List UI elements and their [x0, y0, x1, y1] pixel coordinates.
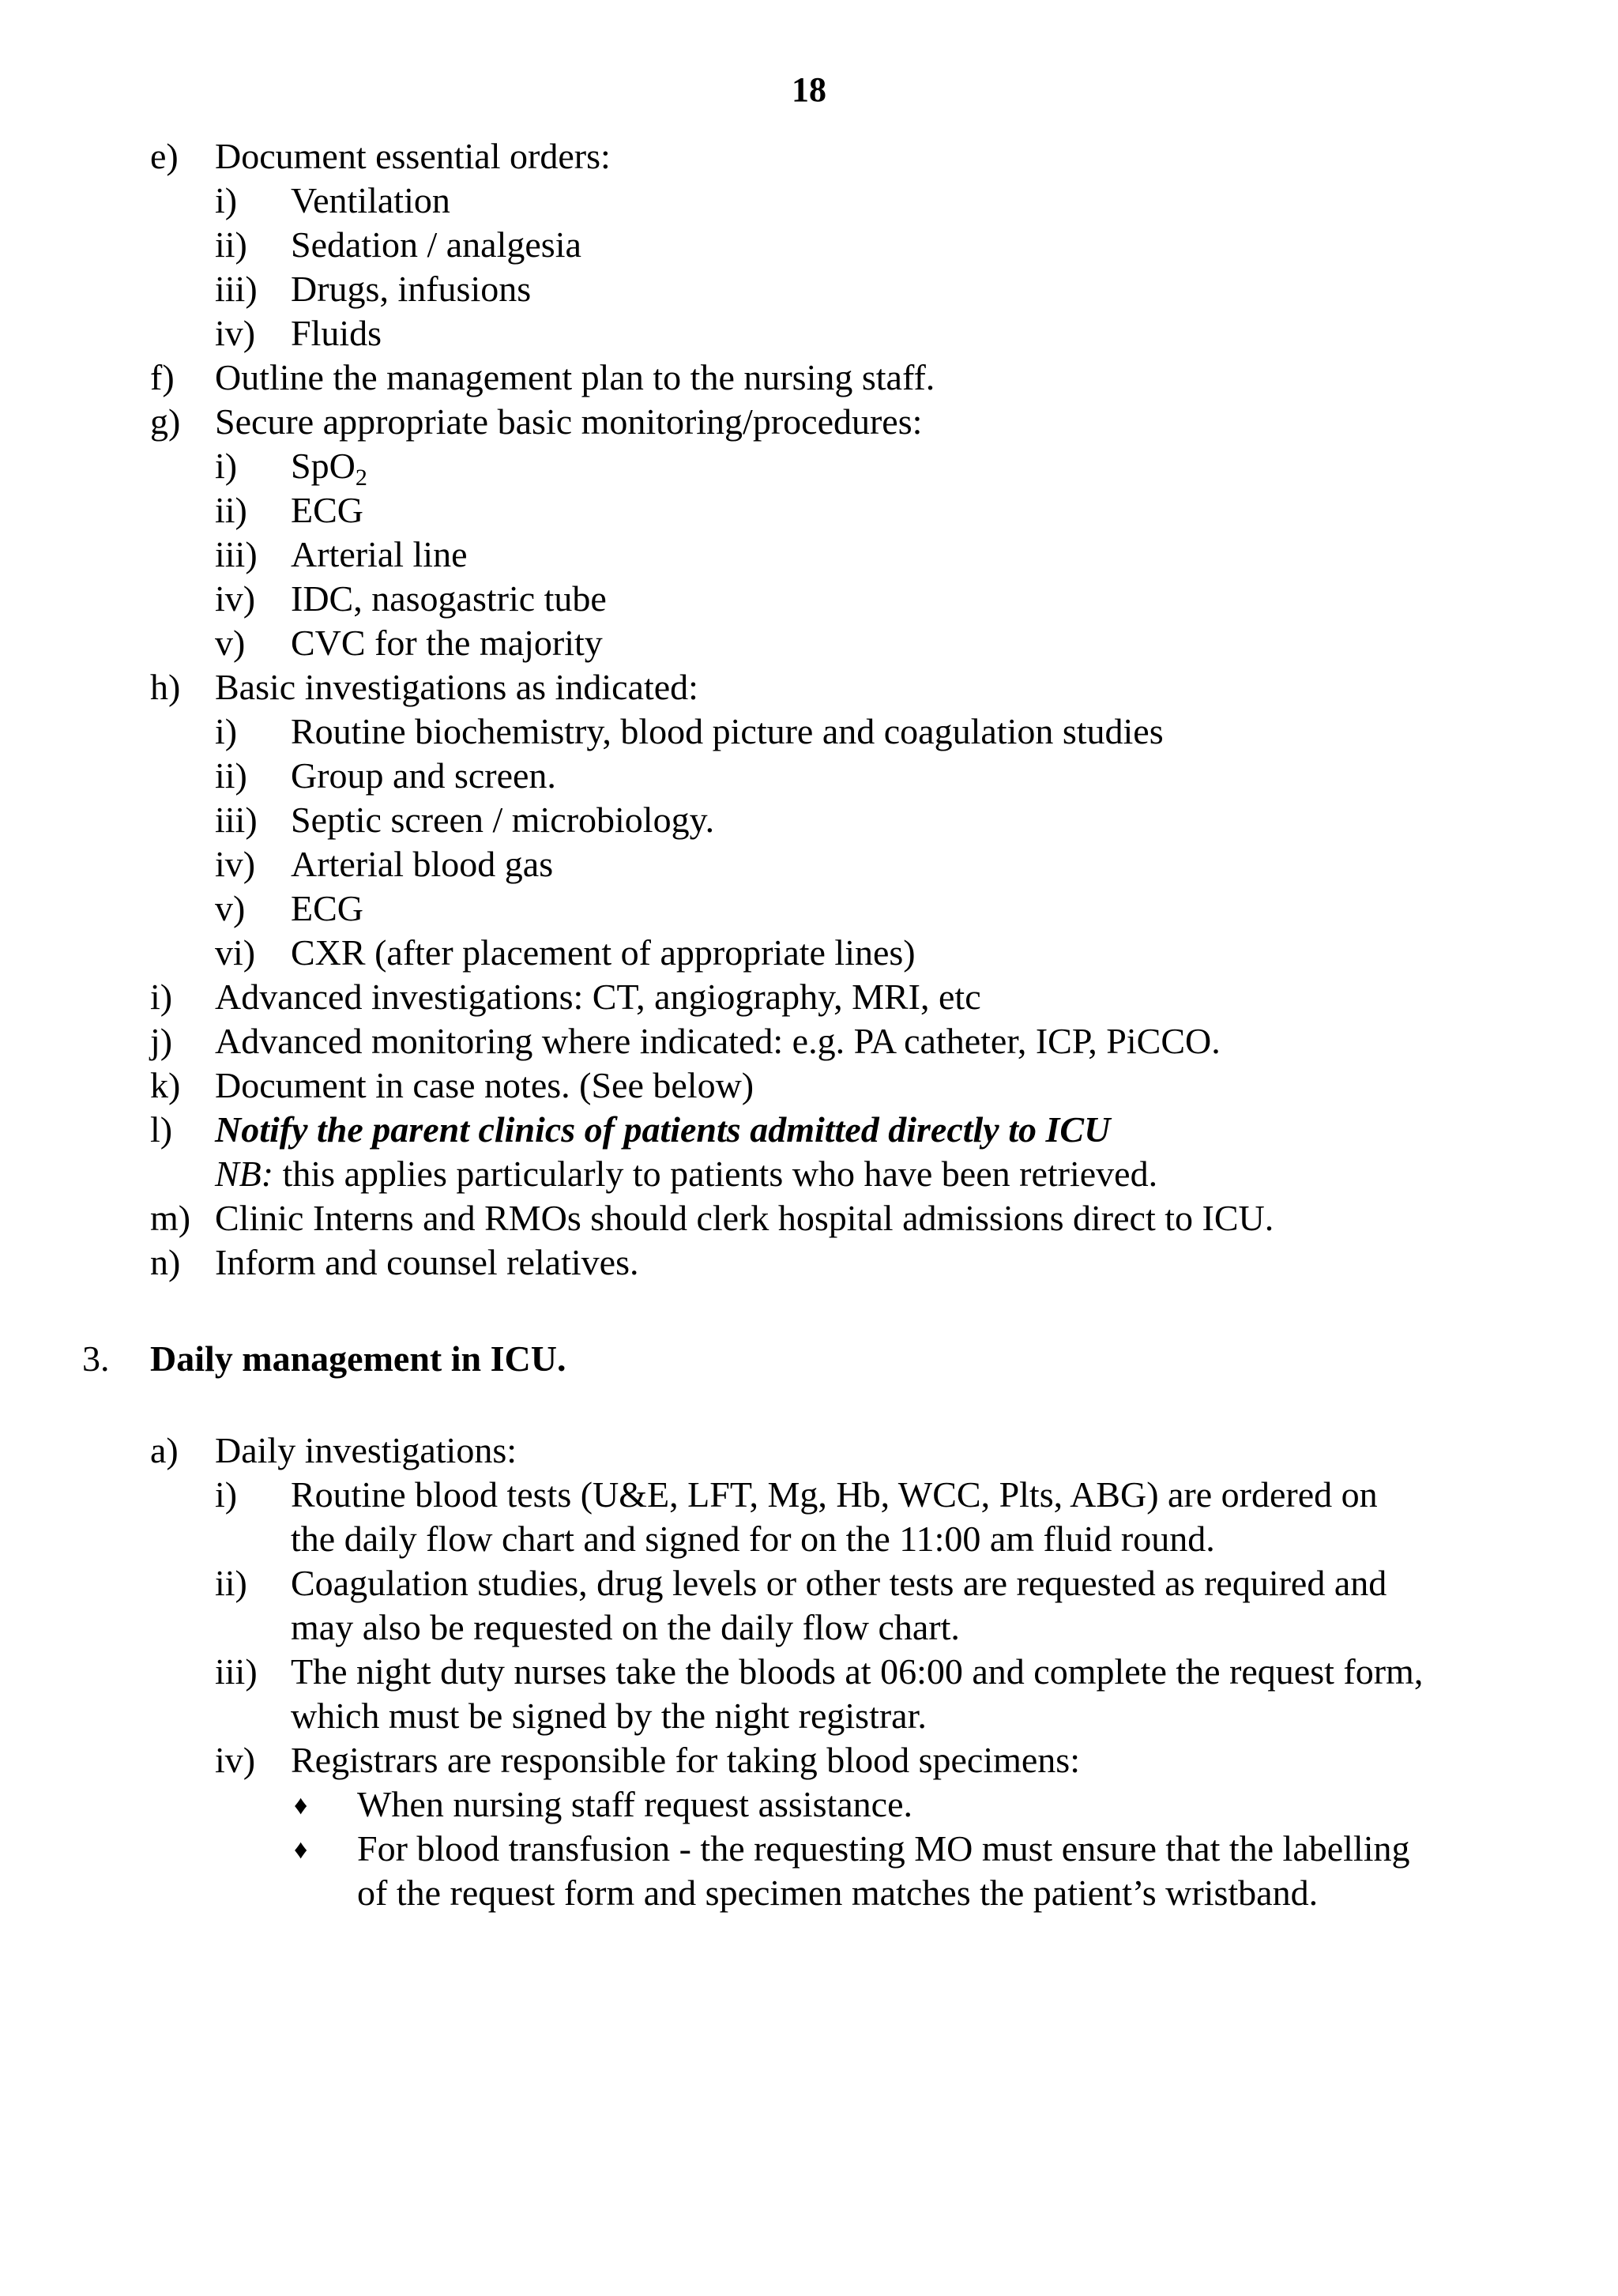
sub-label: iv)	[215, 313, 256, 353]
item-label: m)	[150, 1198, 191, 1238]
sub-label: iv)	[215, 578, 256, 619]
sub-label: iii)	[215, 269, 258, 309]
sub-label: ii)	[215, 755, 247, 796]
nb-line	[215, 1152, 1157, 1196]
item-label: f)	[150, 357, 175, 397]
sub-text: ECG	[291, 888, 363, 928]
nb-prefix: NB:	[215, 1154, 274, 1194]
sub-text: Coagulation studies, drug levels or other tests are requested as required and	[291, 1563, 1387, 1603]
item-text: Clinic Interns and RMOs should clerk hospital admissions direct to ICU.	[215, 1198, 1274, 1238]
bullet-text: For blood transfusion - the requesting MO must ensure that the labelling	[357, 1828, 1410, 1869]
sub-label: i)	[215, 1474, 238, 1515]
item-label: l)	[150, 1109, 173, 1150]
sub-text: Fluids	[291, 313, 382, 353]
sub-label: vi)	[215, 932, 256, 973]
item-label: e)	[150, 136, 179, 176]
sub-text: Registrars are responsible for taking blood specimens:	[291, 1740, 1080, 1780]
sub-label: v)	[215, 888, 246, 928]
sub-text: Drugs, infusions	[291, 269, 532, 309]
item-label: k)	[150, 1065, 181, 1105]
item-label: i)	[150, 977, 173, 1017]
sub-text: Arterial blood gas	[291, 844, 554, 884]
sub-text: which must be signed by the night registrar.	[291, 1696, 927, 1736]
sub-text: Routine biochemistry, blood picture and coagulation studies	[291, 711, 1164, 751]
section-title: Daily management in ICU.	[150, 1338, 566, 1379]
sub-label: iv)	[215, 844, 256, 884]
page-number: 18	[792, 70, 826, 109]
sub-label: ii)	[215, 490, 247, 530]
sub-label: ii)	[215, 224, 247, 265]
sub-text: Group and screen.	[291, 755, 556, 796]
item-text: Inform and counsel relatives.	[215, 1242, 639, 1282]
item-label: g)	[150, 401, 181, 442]
sub-label: iii)	[215, 800, 258, 840]
item-label: a)	[150, 1430, 179, 1470]
item-label: h)	[150, 667, 181, 707]
item-text: Secure appropriate basic monitoring/procedures:	[215, 401, 923, 442]
item-text: Document essential orders:	[215, 136, 611, 176]
item-text: Advanced investigations: CT, angiography, MRI, etc	[215, 977, 981, 1017]
sub-text: may also be requested on the daily flow chart.	[291, 1607, 960, 1647]
sub-text: Ventilation	[291, 180, 450, 220]
item-text: Advanced monitoring where indicated: e.g. PA catheter, ICP, PiCCO.	[215, 1021, 1221, 1061]
sub-label: i)	[215, 180, 238, 220]
sub-label: ii)	[215, 1563, 247, 1603]
item-label: j)	[150, 1021, 173, 1061]
item-label: n)	[150, 1242, 181, 1282]
sub-label: i)	[215, 446, 238, 486]
spo-text: SpO	[291, 446, 356, 486]
item-text: Basic investigations as indicated:	[215, 667, 698, 707]
section-number: 3.	[82, 1338, 110, 1379]
bullet-text: When nursing staff request assistance.	[357, 1784, 913, 1824]
diamond-bullet-icon: ♦	[294, 1835, 308, 1865]
sub-text: Septic screen / microbiology.	[291, 800, 715, 840]
sub-text: CVC for the majority	[291, 623, 603, 663]
sub-text: IDC, nasogastric tube	[291, 578, 607, 619]
item-text: Outline the management plan to the nursing staff.	[215, 357, 935, 397]
sub-text: Routine blood tests (U&E, LFT, Mg, Hb, WCC, Plts, ABG) are ordered on	[291, 1474, 1378, 1515]
sub-label: iii)	[215, 534, 258, 574]
sub-label: v)	[215, 623, 246, 663]
sub-label: iii)	[215, 1651, 258, 1692]
sub-text: Sedation / analgesia	[291, 224, 581, 265]
diamond-bullet-icon: ♦	[294, 1791, 308, 1820]
item-text: Notify the parent clinics of patients admitted directly to ICU	[215, 1109, 1111, 1150]
nb-text: this applies particularly to patients who have been retrieved.	[273, 1154, 1158, 1194]
item-text: Daily investigations:	[215, 1430, 517, 1470]
sub-text: CXR (after placement of appropriate lines)	[291, 932, 916, 973]
item-text: Document in case notes. (See below)	[215, 1065, 754, 1105]
sub-text: ECG	[291, 490, 363, 530]
subscript-2: 2	[355, 465, 367, 491]
bullet-text: of the request form and specimen matches the patient’s wristband.	[357, 1873, 1319, 1913]
sub-text: Arterial line	[291, 534, 468, 574]
sub-text: The night duty nurses take the bloods at 06:00 and complete the request form,	[291, 1651, 1424, 1692]
sub-label: iv)	[215, 1740, 256, 1780]
sub-label: i)	[215, 711, 238, 751]
sub-text: the daily flow chart and signed for on the 11:00 am fluid round.	[291, 1519, 1215, 1559]
